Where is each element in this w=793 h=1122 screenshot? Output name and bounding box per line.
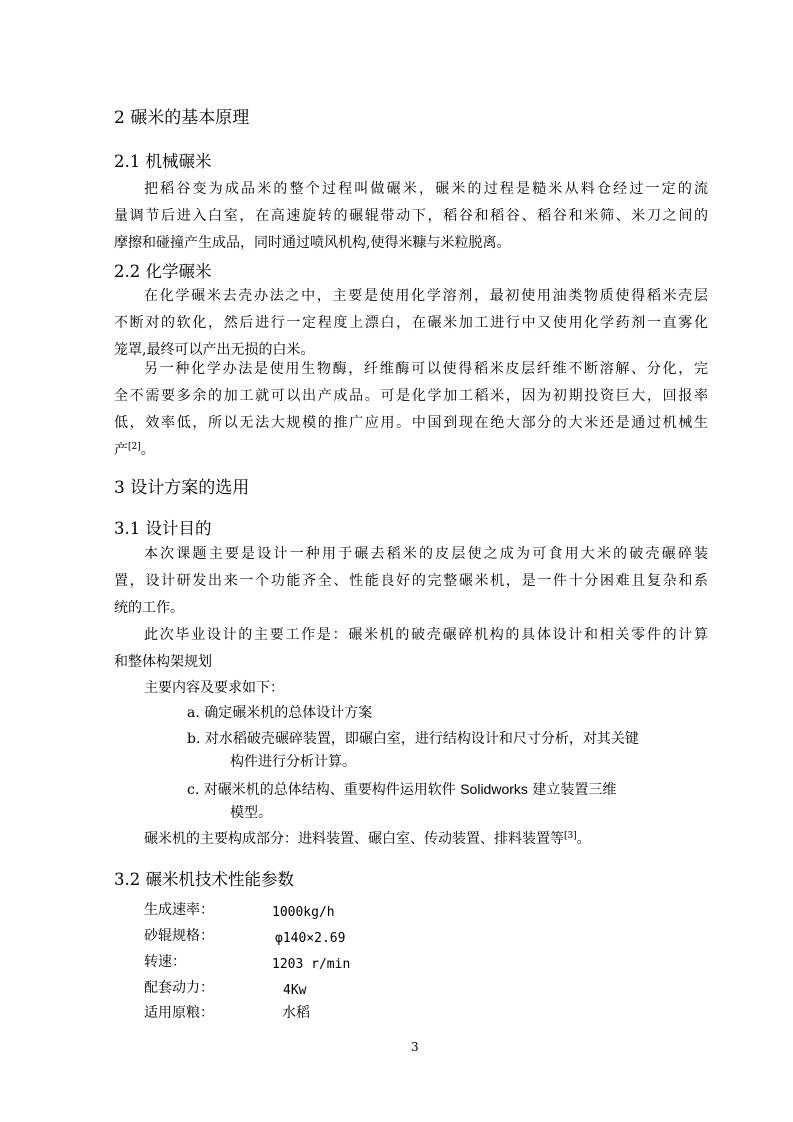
section-3-title: 3 设计方案的选用 bbox=[114, 478, 250, 498]
text-line: 笼罩,最终可以产出无损的白米。 bbox=[114, 342, 315, 358]
text-line: 另一种化学办法是使用生物酶，纤维酶可以使得稻米皮层纤维不断溶解、分化，完 bbox=[144, 361, 708, 377]
paragraph-chemical-milling-2 bbox=[114, 356, 708, 464]
text-line: 在化学碾米去壳办法之中，主要是使用化学溶剂，最初使用油类物质使得稻米壳层 bbox=[144, 288, 708, 304]
section-2-2-title: 2.2 化学碾米 bbox=[114, 262, 212, 281]
param-value: 4Kw bbox=[283, 983, 307, 998]
requirement-item-b-cont: 构件进行分析计算。 bbox=[230, 754, 356, 770]
text-fragment: c. 对碾米机的总体结构、重要构件运用软件 bbox=[187, 782, 461, 798]
requirements-intro: 主要内容及要求如下： bbox=[144, 680, 284, 696]
text-line: 和整体构架规划 bbox=[114, 654, 212, 670]
text-fragment: 产 bbox=[114, 442, 128, 458]
param-value: 1203 r/min bbox=[272, 957, 351, 972]
param-label: 砂辊规格： bbox=[144, 928, 214, 944]
text-line: 摩擦和碰撞产生成品，同时通过喷风机构,使得米糠与米粒脱离。 bbox=[114, 235, 511, 251]
text-fragment: 建立装置三维 bbox=[527, 782, 617, 798]
text-line: 统的工作。 bbox=[114, 600, 184, 616]
section-2-1-title: 2.1 机械碾米 bbox=[114, 152, 212, 171]
text-line: 置，设计研发出来一个功能齐全、性能良好的完整碾米机，是一件十分困难且复杂和系 bbox=[114, 573, 708, 589]
param-value: φ140×2.69 bbox=[275, 931, 346, 946]
param-label: 适用原粮： bbox=[144, 1005, 214, 1021]
requirement-item-c-cont: 模型。 bbox=[230, 805, 272, 821]
paragraph-chemical-milling-1 bbox=[114, 283, 708, 364]
requirement-item-a: a. 确定碾米机的总体设计方案 bbox=[187, 705, 373, 721]
section-2-title: 2 碾米的基本原理 bbox=[114, 108, 250, 128]
text-line: 不断对的软化，然后进行一定程度上漂白，在碾米加工进行中又使用化学药剂一直雾化 bbox=[114, 315, 708, 331]
paragraph-design-purpose bbox=[114, 541, 708, 622]
text-line: 量调节后进入白室，在高速旋转的碾辊带动下，稻谷和稻谷、稻谷和米筛、米刀之间的 bbox=[114, 208, 708, 224]
text-line: 本次课题主要是设计一种用于碾去稻米的皮层使之成为可食用大米的破壳碾碎装 bbox=[144, 546, 708, 562]
paragraph-mechanical-milling bbox=[114, 176, 708, 257]
param-label: 生成速率： bbox=[144, 902, 214, 918]
citation-ref: [3] bbox=[564, 831, 577, 841]
text-line bbox=[84, 437, 708, 464]
text-line: 此次毕业设计的主要工作是：碾米机的破壳碾碎机构的具体设计和相关零件的计算 bbox=[144, 627, 708, 643]
text-line: 全不需要多余的加工就可以出产成品。可是化学加工稻米，因为初期投资巨大，回报率 bbox=[114, 388, 708, 404]
section-3-1-title: 3.1 设计目的 bbox=[114, 519, 212, 538]
page-number: 3 bbox=[411, 1040, 419, 1054]
text-fragment: 。 bbox=[576, 831, 591, 847]
text-line: 把稻谷变为成品米的整个过程叫做碾米，碾米的过程是糙米从料仓经过一定的流 bbox=[144, 181, 708, 197]
text-line: 低，效率低，所以无法大规模的推广应用。中国到现在绝大部分的大米还是通过机械生 bbox=[114, 415, 708, 431]
section-3-2-title: 3.2 碾米机技术性能参数 bbox=[114, 870, 294, 889]
software-name: Solidworks bbox=[460, 781, 528, 797]
param-value: 水稻 bbox=[282, 1005, 310, 1021]
requirement-item-b: b. 对水稻破壳碾碎装置，即碾白室，进行结构设计和尺寸分析，对其关键 bbox=[187, 731, 639, 747]
text-fragment: 碾米机的主要构成部分：进料装置、碾白室、传动装置、排料装置等 bbox=[144, 831, 564, 847]
param-label: 转速： bbox=[144, 954, 186, 970]
citation-ref: [2] bbox=[128, 442, 141, 452]
text-fragment: 。 bbox=[140, 442, 155, 458]
param-label: 配套动力： bbox=[144, 980, 214, 996]
main-components bbox=[144, 826, 591, 853]
param-value: 1000kg/h bbox=[272, 905, 335, 920]
paragraph-main-work bbox=[114, 622, 708, 676]
